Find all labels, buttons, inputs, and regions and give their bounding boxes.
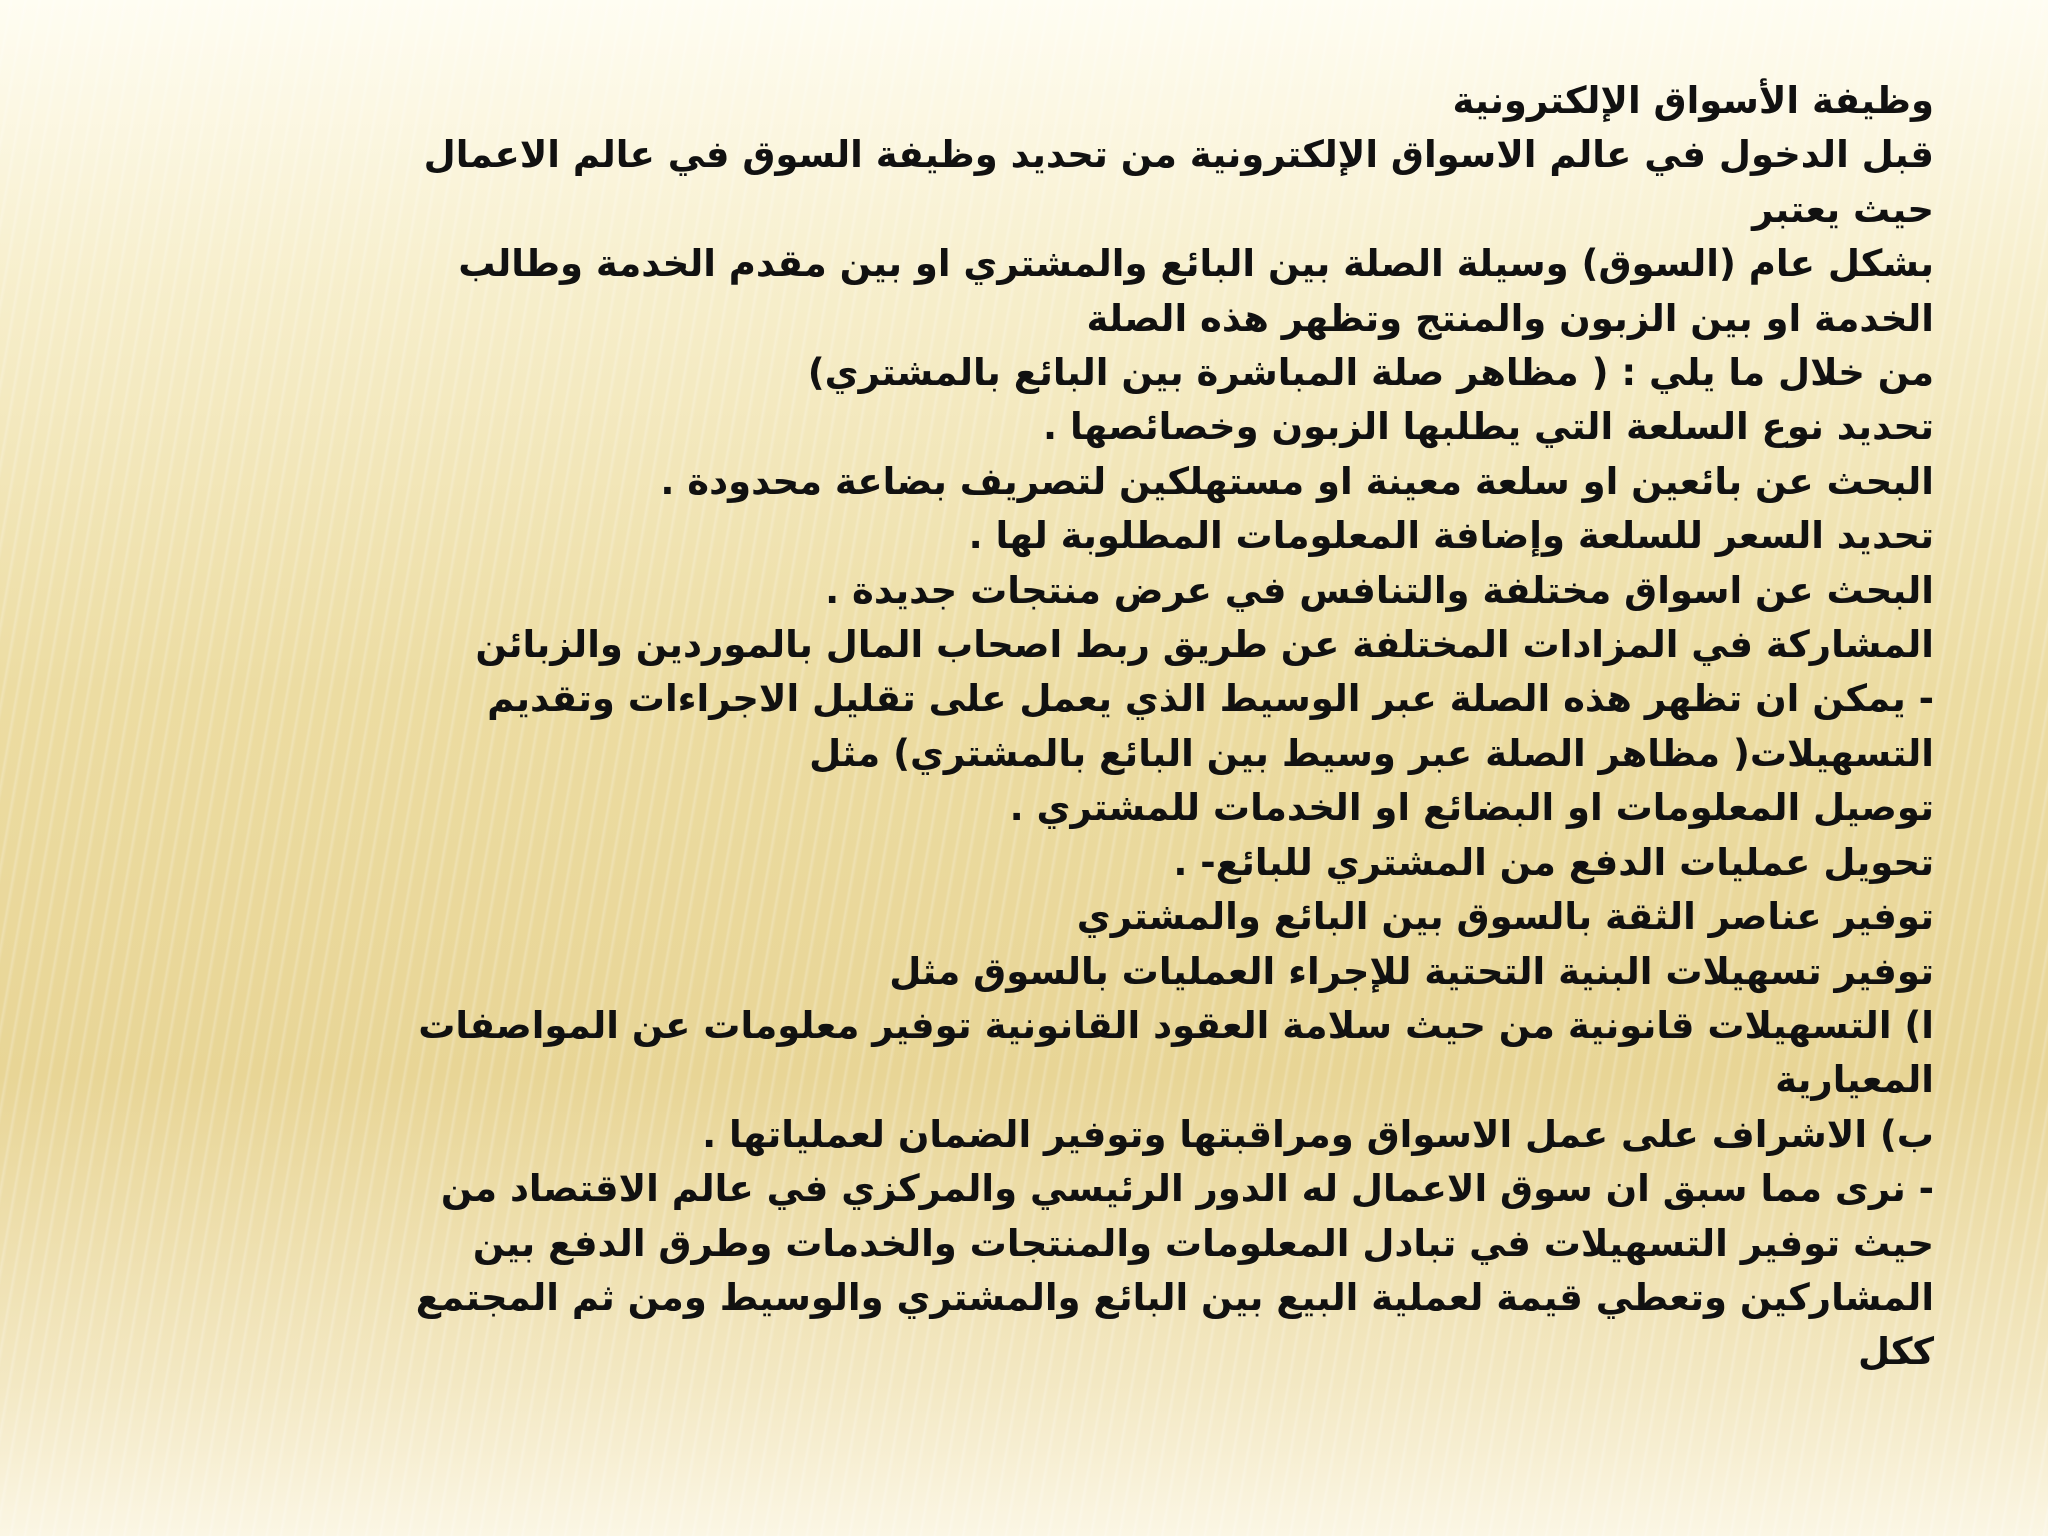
slide-title: وظيفة الأسواق الإلكترونية [1452, 79, 1934, 122]
text-line: - يمكن ان تظهر هذه الصلة عبر الوسيط الذي يعمل على تقليل الاجراءات وتقديم [487, 677, 1934, 721]
text-line: المشاركين وتعطي قيمة لعملية البيع بين البائع والمشتري والوسيط ومن ثم المجتمع [415, 1275, 1934, 1319]
text-line: توفير عناصر الثقة بالسوق بين البائع والمشتري [1076, 895, 1934, 939]
text-line: البحث عن اسواق مختلفة والتنافس في عرض منتجات جديدة . [825, 568, 1934, 612]
text-line: ككل [1857, 1330, 1934, 1374]
text-line: تحديد نوع السلعة التي يطلبها الزبون وخصائصها . [1043, 405, 1934, 449]
slide-body-text [150, 74, 1934, 1380]
text-line: من خلال ما يلي : ( مظاهر صلة المباشرة بين البائع بالمشتري) [807, 351, 1934, 395]
text-line: الخدمة او بين الزبون والمنتج وتظهر هذه الصلة [1086, 296, 1934, 340]
text-line: حيث يعتبر [1752, 187, 1934, 231]
text-line: بشكل عام (السوق) وسيلة الصلة بين البائع والمشتري او بين مقدم الخدمة وطالب [458, 242, 1934, 286]
text-line: حيث توفير التسهيلات في تبادل المعلومات والمنتجات والخدمات وطرق الدفع بين [472, 1221, 1934, 1265]
text-line: قبل الدخول في عالم الاسواق الإلكترونية من تحديد وظيفة السوق في عالم الاعمال [423, 133, 1934, 177]
text-line: توفير تسهيلات البنية التحتية للإجراء العمليات بالسوق مثل [889, 949, 1934, 993]
text-line: تحديد السعر للسلعة وإضافة المعلومات المطلوبة لها . [968, 514, 1934, 558]
text-line: تحويل عمليات الدفع من المشتري للبائع- . [1173, 840, 1934, 884]
text-line: ب) الاشراف على عمل الاسواق ومراقبتها وتوفير الضمان لعملياتها . [702, 1112, 1934, 1156]
text-line: المشاركة في المزادات المختلفة عن طريق ربط اصحاب المال بالموردين والزبائن [475, 623, 1934, 667]
text-line: ا) التسهيلات قانونية من حيث سلامة العقود القانونية توفير معلومات عن المواصفات [418, 1003, 1934, 1047]
text-line: التسهيلات( مظاهر الصلة عبر وسيط بين البائع بالمشتري) مثل [809, 731, 1934, 775]
text-line: - نرى مما سبق ان سوق الاعمال له الدور الرئيسي والمركزي في عالم الاقتصاد من [440, 1167, 1934, 1211]
text-line: البحث عن بائعين او سلعة معينة او مستهلكين لتصريف بضاعة محدودة . [660, 459, 1934, 503]
text-line: المعيارية [1775, 1058, 1934, 1102]
text-line: توصيل المعلومات او البضائع او الخدمات للمشتري . [1009, 786, 1934, 830]
